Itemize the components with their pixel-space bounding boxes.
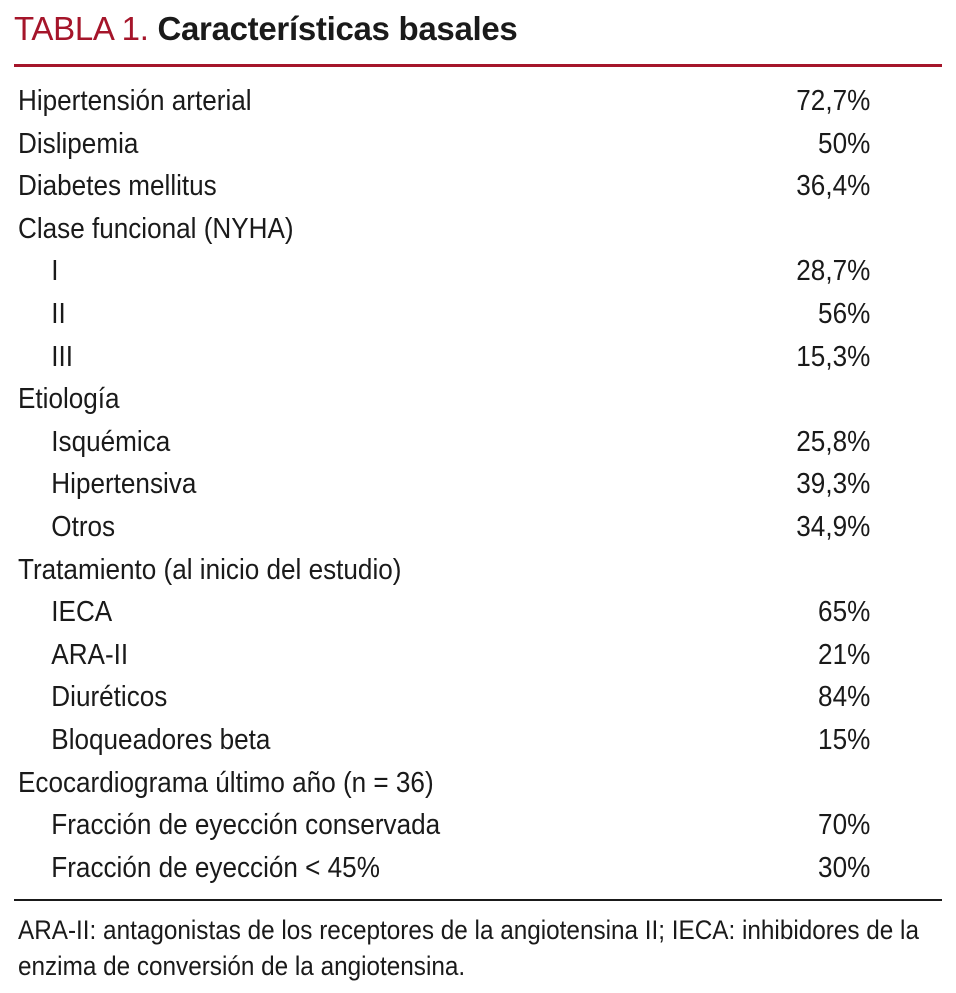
row-value: 72,7% <box>796 85 871 117</box>
table-title <box>14 6 517 52</box>
table-row <box>18 378 870 421</box>
table-caption: Características basales <box>157 10 518 47</box>
row-label: Clase funcional (NYHA) <box>18 212 294 245</box>
row-value: 36,4% <box>796 170 871 203</box>
table-row <box>18 762 870 805</box>
row-label: I <box>51 255 59 288</box>
row-value: 21% <box>818 638 871 671</box>
table-row <box>18 549 870 592</box>
row-label: IECA <box>51 596 113 629</box>
row-value: 34,9% <box>796 510 871 543</box>
table-number: TABLA 1. <box>14 10 149 47</box>
footer-rule <box>14 899 942 901</box>
table-row <box>18 591 870 634</box>
row-value: 56% <box>818 297 871 330</box>
row-value: 70% <box>818 809 871 842</box>
row-value: 30% <box>818 851 871 884</box>
row-value: 25,8% <box>796 425 871 458</box>
row-label: Hipertensión arterial <box>18 85 252 117</box>
table-body <box>18 80 870 889</box>
table-footnote: ARA-II: antagonistas de los receptores de la angiotensina II; IECA: inhibidores de la enzima de conversión de la angiotensina. <box>18 915 919 981</box>
row-label: Etiología <box>18 383 120 416</box>
table-row <box>18 804 870 847</box>
table-row <box>18 80 870 123</box>
row-value: 50% <box>818 127 871 160</box>
row-value: 28,7% <box>796 255 871 288</box>
row-label: Otros <box>51 510 116 543</box>
table-row <box>18 719 870 762</box>
row-value: 65% <box>818 596 871 629</box>
table-row <box>18 250 870 293</box>
table-row <box>18 123 870 166</box>
table-row <box>18 847 870 890</box>
table-row <box>18 165 870 208</box>
row-label: Tratamiento (al inicio del estudio) <box>18 553 402 586</box>
table-row <box>18 421 870 464</box>
table-row <box>18 634 870 677</box>
row-label: Bloqueadores beta <box>51 723 271 756</box>
row-label: Fracción de eyección conservada <box>51 809 441 842</box>
table-row <box>18 336 870 379</box>
row-value: 84% <box>818 681 871 714</box>
table-row <box>18 293 870 336</box>
table-row <box>18 676 870 719</box>
table-row <box>18 208 870 251</box>
row-value: 15,3% <box>796 340 871 373</box>
row-label: Dislipemia <box>18 127 139 160</box>
row-label: Ecocardiograma último año (n = 36) <box>18 766 434 799</box>
header-rule <box>14 64 942 67</box>
row-label: III <box>51 340 74 373</box>
row-label: Diabetes mellitus <box>18 170 217 203</box>
row-value: 15% <box>818 723 871 756</box>
row-label: II <box>51 297 66 330</box>
row-label: Fracción de eyección < 45% <box>51 851 380 884</box>
table-row <box>18 463 870 506</box>
row-value: 39,3% <box>796 468 871 501</box>
table-row <box>18 506 870 549</box>
row-label: ARA-II <box>51 638 129 671</box>
row-label: Diuréticos <box>51 681 168 714</box>
row-label: Hipertensiva <box>51 468 197 501</box>
row-label: Isquémica <box>51 425 171 458</box>
